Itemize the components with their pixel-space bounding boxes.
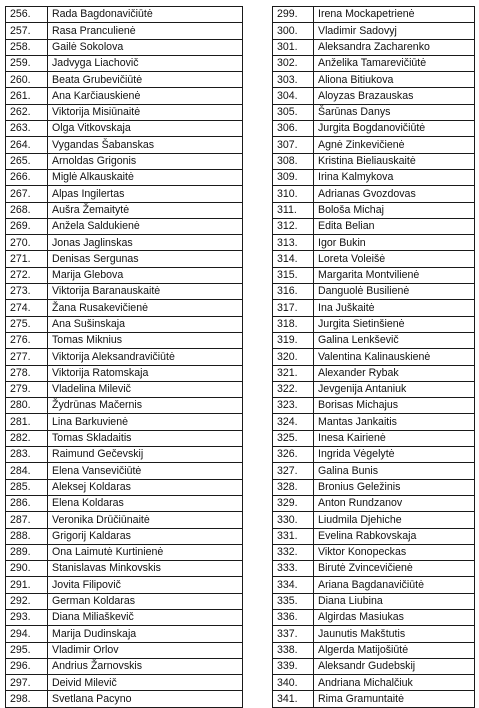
person-name: Irina Kalmykova	[314, 169, 475, 185]
table-row	[273, 626, 475, 642]
table-row	[273, 381, 475, 397]
person-name: Ina Juškaitė	[314, 300, 475, 316]
row-number: 264.	[6, 137, 48, 153]
table-row	[6, 691, 243, 707]
row-number: 296.	[6, 658, 48, 674]
row-number: 335.	[273, 593, 314, 609]
table-row	[273, 609, 475, 625]
person-name: Žydrūnas Mačernis	[48, 398, 243, 414]
person-name: Marija Glebova	[48, 267, 243, 283]
table-row	[6, 430, 243, 446]
table-row	[6, 251, 243, 267]
table-row	[6, 447, 243, 463]
person-name: Jurgita Sietinšienė	[314, 316, 475, 332]
person-name: Inesa Kairienė	[314, 430, 475, 446]
table-row	[273, 121, 475, 137]
person-name: Valentina Kalinauskienė	[314, 349, 475, 365]
table-row	[273, 430, 475, 446]
person-name: Jonas Jaglinskas	[48, 235, 243, 251]
table-row	[6, 169, 243, 185]
person-name: Jurgita Bogdanovičiūtė	[314, 121, 475, 137]
table-row	[273, 528, 475, 544]
table-row	[6, 218, 243, 234]
person-name: Anželika Tamarevičiūtė	[314, 55, 475, 71]
person-name: Raimund Gečevskij	[48, 447, 243, 463]
row-number: 320.	[273, 349, 314, 365]
table-row	[6, 349, 243, 365]
table-row	[6, 642, 243, 658]
person-name: Aleksandra Zacharenko	[314, 39, 475, 55]
person-name: Gailė Sokolova	[48, 39, 243, 55]
table-row	[6, 88, 243, 104]
names-table-left-body	[6, 7, 243, 708]
person-name: Tomas Miknius	[48, 332, 243, 348]
table-row	[273, 658, 475, 674]
table-row	[273, 577, 475, 593]
table-row	[273, 479, 475, 495]
table-row	[6, 463, 243, 479]
person-name: Marija Dudinskaja	[48, 626, 243, 642]
row-number: 292.	[6, 593, 48, 609]
table-row	[273, 675, 475, 691]
person-name: Aleksej Koldaras	[48, 479, 243, 495]
table-row	[6, 72, 243, 88]
table-row	[273, 398, 475, 414]
table-row	[6, 381, 243, 397]
row-number: 276.	[6, 332, 48, 348]
row-number: 256.	[6, 7, 48, 23]
table-row	[6, 398, 243, 414]
person-name: Rima Gramuntaitė	[314, 691, 475, 707]
person-name: Diana Liubina	[314, 593, 475, 609]
row-number: 305.	[273, 104, 314, 120]
row-number: 273.	[6, 284, 48, 300]
table-row	[273, 447, 475, 463]
person-name: Lina Barkuvienė	[48, 414, 243, 430]
row-number: 311.	[273, 202, 314, 218]
table-row	[273, 642, 475, 658]
table-row	[273, 300, 475, 316]
row-number: 333.	[273, 561, 314, 577]
person-name: Vygandas Šabanskas	[48, 137, 243, 153]
table-row	[6, 593, 243, 609]
table-row	[6, 479, 243, 495]
table-row	[273, 593, 475, 609]
row-number: 323.	[273, 398, 314, 414]
row-number: 259.	[6, 55, 48, 71]
person-name: Irena Mockapetrienė	[314, 7, 475, 23]
table-row	[273, 153, 475, 169]
person-name: Alexander Rybak	[314, 365, 475, 381]
row-number: 327.	[273, 463, 314, 479]
row-number: 271.	[6, 251, 48, 267]
person-name: Ingrida Vėgelytė	[314, 447, 475, 463]
row-number: 298.	[6, 691, 48, 707]
row-number: 260.	[6, 72, 48, 88]
row-number: 337.	[273, 626, 314, 642]
person-name: Arnoldas Grigonis	[48, 153, 243, 169]
person-name: German Koldaras	[48, 593, 243, 609]
row-number: 297.	[6, 675, 48, 691]
person-name: Jadvyga Liachovič	[48, 55, 243, 71]
person-name: Liudmila Djehiche	[314, 512, 475, 528]
table-row	[273, 88, 475, 104]
names-table-right	[272, 6, 475, 708]
person-name: Vladimir Orlov	[48, 642, 243, 658]
table-row	[273, 235, 475, 251]
person-name: Vladelina Milevič	[48, 381, 243, 397]
person-name: Mantas Jankaitis	[314, 414, 475, 430]
row-number: 285.	[6, 479, 48, 495]
person-name: Ona Laimutė Kurtinienė	[48, 544, 243, 560]
person-name: Aušra Žemaitytė	[48, 202, 243, 218]
table-row	[6, 528, 243, 544]
row-number: 272.	[6, 267, 48, 283]
row-number: 287.	[6, 512, 48, 528]
row-number: 267.	[6, 186, 48, 202]
row-number: 286.	[6, 495, 48, 511]
row-number: 336.	[273, 609, 314, 625]
table-row	[273, 202, 475, 218]
person-name: Borisas Michajus	[314, 398, 475, 414]
person-name: Šarūnas Danys	[314, 104, 475, 120]
row-number: 283.	[6, 447, 48, 463]
person-name: Olga Vitkovskaja	[48, 121, 243, 137]
table-row	[6, 316, 243, 332]
row-number: 308.	[273, 153, 314, 169]
person-name: Agnė Zinkevičienė	[314, 137, 475, 153]
row-number: 301.	[273, 39, 314, 55]
person-name: Ariana Bagdanavičiūtė	[314, 577, 475, 593]
table-row	[273, 691, 475, 707]
row-number: 293.	[6, 609, 48, 625]
row-number: 302.	[273, 55, 314, 71]
table-row	[6, 561, 243, 577]
table-row	[6, 544, 243, 560]
person-name: Andriana Michalčiuk	[314, 675, 475, 691]
row-number: 339.	[273, 658, 314, 674]
row-number: 261.	[6, 88, 48, 104]
table-row	[273, 544, 475, 560]
person-name: Veronika Drūčiūnaitė	[48, 512, 243, 528]
person-name: Denisas Sergunas	[48, 251, 243, 267]
table-row	[6, 284, 243, 300]
table-row	[6, 658, 243, 674]
person-name: Aliona Bitiukova	[314, 72, 475, 88]
person-name: Aleksandr Gudebskij	[314, 658, 475, 674]
table-row	[6, 495, 243, 511]
person-name: Anton Rundzanov	[314, 495, 475, 511]
table-row	[273, 39, 475, 55]
person-name: Loreta Voleišė	[314, 251, 475, 267]
row-number: 338.	[273, 642, 314, 658]
table-row	[273, 561, 475, 577]
table-row	[273, 169, 475, 185]
row-number: 326.	[273, 447, 314, 463]
person-name: Anželа Saldukienė	[48, 218, 243, 234]
person-name: Adrianas Gvozdovas	[314, 186, 475, 202]
row-number: 291.	[6, 577, 48, 593]
table-row	[6, 202, 243, 218]
person-name: Jovita Filipovič	[48, 577, 243, 593]
person-name: Galina Bunis	[314, 463, 475, 479]
row-number: 321.	[273, 365, 314, 381]
table-row	[273, 414, 475, 430]
person-name: Evelina Rabkovskaja	[314, 528, 475, 544]
table-row	[6, 300, 243, 316]
row-number: 316.	[273, 284, 314, 300]
table-row	[6, 104, 243, 120]
person-name: Viktorija Ratomskaja	[48, 365, 243, 381]
row-number: 325.	[273, 430, 314, 446]
row-number: 322.	[273, 381, 314, 397]
row-number: 303.	[273, 72, 314, 88]
person-name: Grigorij Kaldaras	[48, 528, 243, 544]
table-row	[6, 332, 243, 348]
row-number: 319.	[273, 332, 314, 348]
person-name: Viktorija Misiūnaitė	[48, 104, 243, 120]
person-name: Elena Vansevičiūtė	[48, 463, 243, 479]
row-number: 258.	[6, 39, 48, 55]
table-row	[6, 235, 243, 251]
table-row	[273, 332, 475, 348]
person-name: Margarita Montvilienė	[314, 267, 475, 283]
person-name: Beata Grubevičiūtė	[48, 72, 243, 88]
row-number: 282.	[6, 430, 48, 446]
table-row	[6, 609, 243, 625]
person-name: Žana Rusakevičienė	[48, 300, 243, 316]
row-number: 278.	[6, 365, 48, 381]
person-name: Danguolė Busilienė	[314, 284, 475, 300]
row-number: 307.	[273, 137, 314, 153]
table-row	[6, 121, 243, 137]
row-number: 275.	[6, 316, 48, 332]
row-number: 324.	[273, 414, 314, 430]
table-row	[6, 39, 243, 55]
table-row	[6, 7, 243, 23]
table-row	[273, 495, 475, 511]
table-row	[273, 137, 475, 153]
row-number: 274.	[6, 300, 48, 316]
row-number: 281.	[6, 414, 48, 430]
table-row	[6, 577, 243, 593]
person-name: Rasa Pranculienė	[48, 23, 243, 39]
person-name: Birutė Zvincevičienė	[314, 561, 475, 577]
person-name: Galina Lenkševič	[314, 332, 475, 348]
table-row	[6, 365, 243, 381]
table-row	[273, 7, 475, 23]
table-row	[273, 316, 475, 332]
person-name: Rada Bagdonavičiūtė	[48, 7, 243, 23]
row-number: 318.	[273, 316, 314, 332]
row-number: 331.	[273, 528, 314, 544]
table-row	[6, 23, 243, 39]
row-number: 334.	[273, 577, 314, 593]
table-row	[273, 72, 475, 88]
table-row	[273, 512, 475, 528]
table-row	[273, 218, 475, 234]
row-number: 288.	[6, 528, 48, 544]
row-number: 328.	[273, 479, 314, 495]
person-name: Edita Belian	[314, 218, 475, 234]
person-name: Kristina Bieliauskaitė	[314, 153, 475, 169]
row-number: 340.	[273, 675, 314, 691]
row-number: 304.	[273, 88, 314, 104]
person-name: Aloyzas Brazauskas	[314, 88, 475, 104]
row-number: 309.	[273, 169, 314, 185]
row-number: 330.	[273, 512, 314, 528]
row-number: 277.	[6, 349, 48, 365]
table-row	[6, 186, 243, 202]
row-number: 279.	[6, 381, 48, 397]
table-row	[273, 23, 475, 39]
person-name: Miglė Alkauskaitė	[48, 169, 243, 185]
person-name: Viktor Konopeckas	[314, 544, 475, 560]
person-name: Jevgenija Antaniuk	[314, 381, 475, 397]
row-number: 284.	[6, 463, 48, 479]
person-name: Viktorija Aleksandravičiūtė	[48, 349, 243, 365]
table-row	[273, 104, 475, 120]
row-number: 266.	[6, 169, 48, 185]
table-row	[6, 55, 243, 71]
person-name: Algerda Matijošiūtė	[314, 642, 475, 658]
row-number: 265.	[6, 153, 48, 169]
table-row	[273, 284, 475, 300]
table-row	[273, 349, 475, 365]
row-number: 262.	[6, 104, 48, 120]
table-row	[273, 463, 475, 479]
row-number: 312.	[273, 218, 314, 234]
row-number: 313.	[273, 235, 314, 251]
person-name: Diana Miliaškevič	[48, 609, 243, 625]
person-name: Viktorija Baranauskaitė	[48, 284, 243, 300]
person-name: Andrius Žarnovskis	[48, 658, 243, 674]
names-table-left	[5, 6, 243, 708]
table-row	[273, 365, 475, 381]
row-number: 268.	[6, 202, 48, 218]
person-name: Vladimir Sadovyj	[314, 23, 475, 39]
row-number: 295.	[6, 642, 48, 658]
row-number: 294.	[6, 626, 48, 642]
person-name: Alpas Ingilertas	[48, 186, 243, 202]
person-name: Bološa Michaj	[314, 202, 475, 218]
names-table-right-body	[273, 7, 475, 708]
row-number: 290.	[6, 561, 48, 577]
row-number: 317.	[273, 300, 314, 316]
row-number: 280.	[6, 398, 48, 414]
table-row	[6, 137, 243, 153]
table-row	[273, 251, 475, 267]
table-row	[6, 512, 243, 528]
table-row	[6, 414, 243, 430]
person-name: Deivid Milevič	[48, 675, 243, 691]
row-number: 341.	[273, 691, 314, 707]
table-row	[6, 626, 243, 642]
table-row	[273, 186, 475, 202]
person-name: Ana Karčiauskienė	[48, 88, 243, 104]
table-row	[6, 675, 243, 691]
row-number: 289.	[6, 544, 48, 560]
row-number: 310.	[273, 186, 314, 202]
row-number: 332.	[273, 544, 314, 560]
person-name: Elena Koldaras	[48, 495, 243, 511]
person-name: Algirdas Masiukas	[314, 609, 475, 625]
row-number: 263.	[6, 121, 48, 137]
person-name: Tomas Skladaitis	[48, 430, 243, 446]
row-number: 257.	[6, 23, 48, 39]
person-name: Stanislavas Minkovskis	[48, 561, 243, 577]
row-number: 270.	[6, 235, 48, 251]
row-number: 269.	[6, 218, 48, 234]
row-number: 306.	[273, 121, 314, 137]
person-name: Jaunutis Makštutis	[314, 626, 475, 642]
row-number: 314.	[273, 251, 314, 267]
person-name: Svetlana Pacyno	[48, 691, 243, 707]
person-name: Igor Bukin	[314, 235, 475, 251]
row-number: 315.	[273, 267, 314, 283]
row-number: 299.	[273, 7, 314, 23]
person-name: Ana Sušinskaja	[48, 316, 243, 332]
table-row	[6, 153, 243, 169]
row-number: 329.	[273, 495, 314, 511]
table-row	[273, 267, 475, 283]
row-number: 300.	[273, 23, 314, 39]
table-row	[273, 55, 475, 71]
table-row	[6, 267, 243, 283]
person-name: Bronius Geležinis	[314, 479, 475, 495]
